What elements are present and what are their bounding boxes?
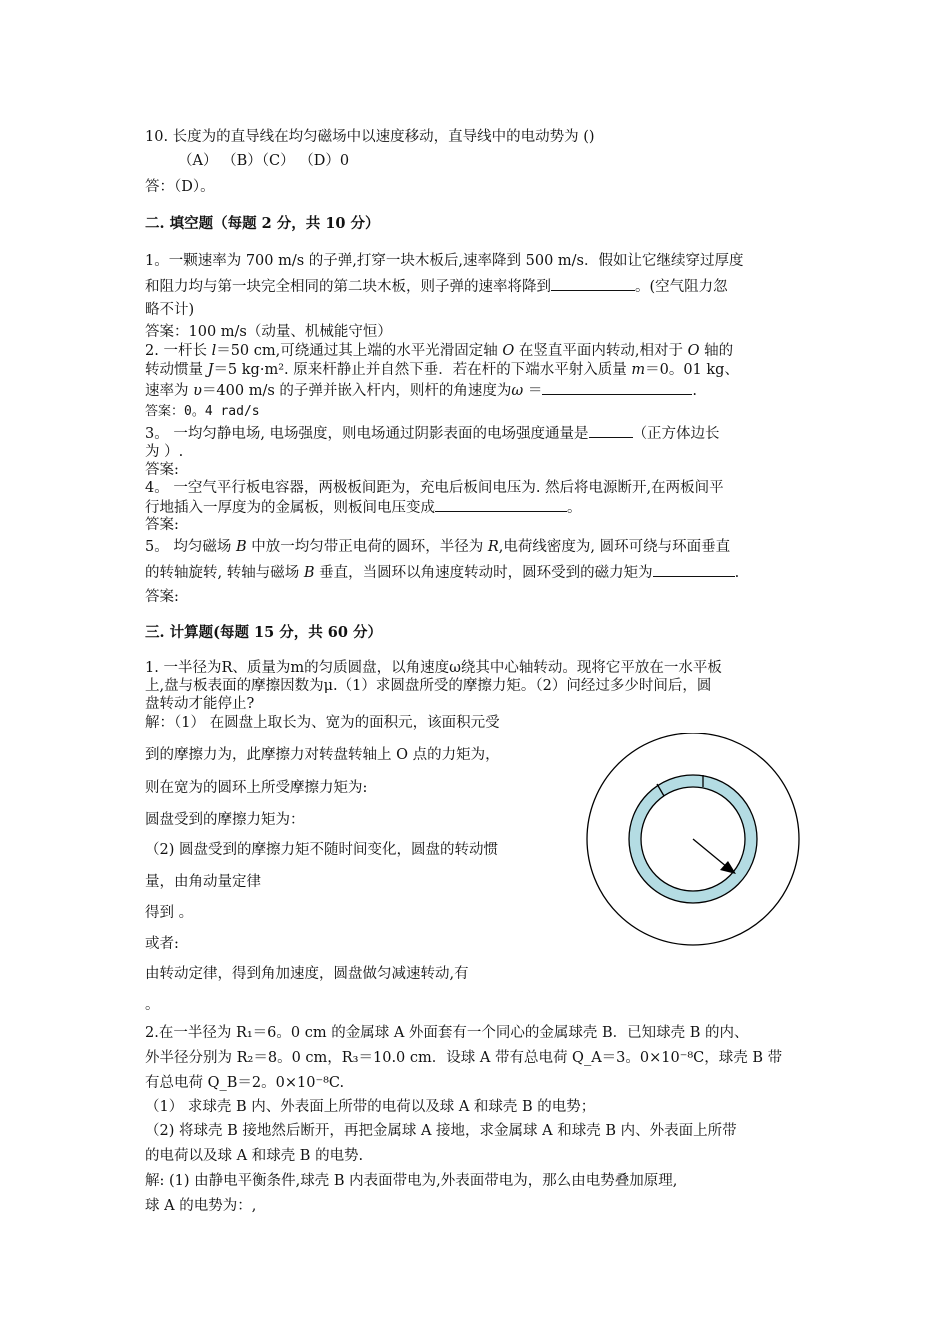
fill-blank bbox=[551, 276, 635, 291]
s3-p2-question-1: （1） 求球壳 B 内、外表面上所带的电荷以及球 A 和球壳 B 的电势； bbox=[145, 1099, 596, 1115]
s3-p1-solution-4: 圆盘受到的摩擦力矩为： bbox=[145, 812, 305, 828]
q10-stem: 10. 长度为的直导线在均匀磁场中以速度移动，直导线中的电动势为 () bbox=[145, 129, 595, 145]
s2-q5-line1: 5。 均匀磁场 B 中放一均匀带正电荷的圆环，半径为 R,电荷线密度为, 圆环可绕与环面垂直 bbox=[145, 539, 731, 555]
s3-p1-solution-9: 由转动定律，得到角加速度，圆盘做匀减速转动,有 bbox=[145, 966, 469, 982]
fill-blank bbox=[653, 562, 735, 577]
s2-q1-line2: 和阻力均与第一块完全相同的第二块木板，则子弹的速率将降到 。(空气阻力忽 bbox=[145, 276, 728, 297]
s2-q1-line1: 1。一颗速率为 700 m/s 的子弹,打穿一块木板后,速率降到 500 m/s．假如让它继续穿过厚度 bbox=[145, 253, 744, 269]
s2-q1-line3: 略不计) bbox=[145, 302, 195, 318]
s2-q3-line2: 为 ）. bbox=[145, 444, 184, 460]
rotating-disk-figure bbox=[585, 733, 805, 947]
s2-q2-line3: 速率为 υ＝400 m/s 的子弹并嵌入杆内，则杆的角速度为ω ＝ . bbox=[145, 380, 697, 401]
s2-q3-line1: 3。 一均匀静电场, 电场强度，则电场通过阴影表面的电场强度通量是 （正方体边长 bbox=[145, 423, 720, 444]
s3-p2-line1: 2.在一半径为 R₁＝6。0 cm 的金属球 A 外面套有一个同心的金属球壳 B．已知球壳 B 的内、 bbox=[145, 1025, 749, 1041]
s3-p2-line3: 有总电荷 Q_B＝2。0×10⁻⁸C. bbox=[145, 1075, 345, 1091]
s3-p1-line1: 1. 一半径为R、质量为m的匀质圆盘，以角速度ω绕其中心轴转动。现将它平放在一水平板 bbox=[145, 660, 722, 676]
s3-p1-line3: 盘转动才能停止? bbox=[145, 696, 255, 712]
s3-p1-solution-8: 或者: bbox=[145, 936, 179, 952]
s2-q2-line2: 转动惯量 J＝5 kg·m². 原来杆静止并自然下垂．若在杆的下端水平射入质量 m＝0。01 kg、 bbox=[145, 362, 739, 378]
s3-p1-solution-5: （2) 圆盘受到的摩擦力矩不随时间变化，圆盘的转动惯 bbox=[145, 842, 498, 858]
s3-p1-solution-7: 得到 。 bbox=[145, 905, 194, 921]
s3-p1-solution-1: 解：（1） 在圆盘上取长为、宽为的面积元，该面积元受 bbox=[145, 715, 500, 731]
s3-p1-solution-2: 到的摩擦力为，此摩擦力对转盘转轴上 O 点的力矩为， bbox=[145, 747, 500, 763]
q10-answer: 答：（D）。 bbox=[145, 179, 215, 195]
s2-q4-answer: 答案: bbox=[145, 517, 179, 533]
fill-blank bbox=[542, 380, 692, 395]
s2-q2-answer: 答案：0。4 rad/s bbox=[145, 404, 260, 419]
s2-q2-line1: 2. 一杆长 l＝50 cm,可绕通过其上端的水平光滑固定轴 O 在竖直平面内转动,相对于 O 轴的 bbox=[145, 343, 734, 359]
s2-q1-answer: 答案：100 m/s（动量、机械能守恒） bbox=[145, 324, 392, 340]
s2-q4-line1: 4。 一空气平行板电容器，两极板间距为，充电后板间电压为. 然后将电源断开,在两板间平 bbox=[145, 480, 724, 496]
s2-q4-line2: 行地插入一厚度为的金属板，则板间电压变成 。 bbox=[145, 497, 582, 518]
section3-heading: 三. 计算题(每题 15 分，共 60 分） bbox=[145, 624, 383, 641]
s3-p2-line2: 外半径分别为 R₂＝8。0 cm，R₃＝10.0 cm．设球 A 带有总电荷 Q_A＝3。0×10⁻⁸C，球壳 B 带 bbox=[145, 1050, 783, 1066]
s2-q5-line2: 的转轴旋转, 转轴与磁场 B 垂直，当圆环以角速度转动时，圆环受到的磁力矩为 . bbox=[145, 562, 739, 583]
s3-p2-solution-2: 球 A 的电势为：, bbox=[145, 1198, 257, 1214]
q10-options: （A） （B）（C） （D）0 bbox=[178, 153, 350, 169]
section2-heading: 二. 填空题（每题 2 分，共 10 分） bbox=[145, 215, 380, 232]
s2-q3-answer: 答案: bbox=[145, 462, 179, 478]
s3-p1-line2: 上,盘与板表面的摩擦因数为μ.（1）求圆盘所受的摩擦力矩。（2）问经过多少时间后，圆 bbox=[145, 678, 712, 694]
fill-blank bbox=[589, 423, 633, 438]
s2-q5-answer: 答案: bbox=[145, 589, 179, 605]
s3-p1-solution-10: 。 bbox=[145, 997, 160, 1013]
s3-p2-question-3: 的电荷以及球 A 和球壳 B 的电势. bbox=[145, 1148, 364, 1164]
s3-p1-solution-6: 量，由角动量定律 bbox=[145, 874, 261, 890]
fill-blank bbox=[435, 497, 567, 512]
s3-p1-solution-3: 则在宽为的圆环上所受摩擦力矩为: bbox=[145, 780, 368, 796]
s3-p2-solution-1: 解: (1) 由静电平衡条件,球壳 B 内表面带电为,外表面带电为，那么由电势叠加原理, bbox=[145, 1173, 678, 1189]
s3-p2-question-2: （2) 将球壳 B 接地然后断开，再把金属球 A 接地，求金属球 A 和球壳 B 内、外表面上所带 bbox=[145, 1123, 737, 1139]
